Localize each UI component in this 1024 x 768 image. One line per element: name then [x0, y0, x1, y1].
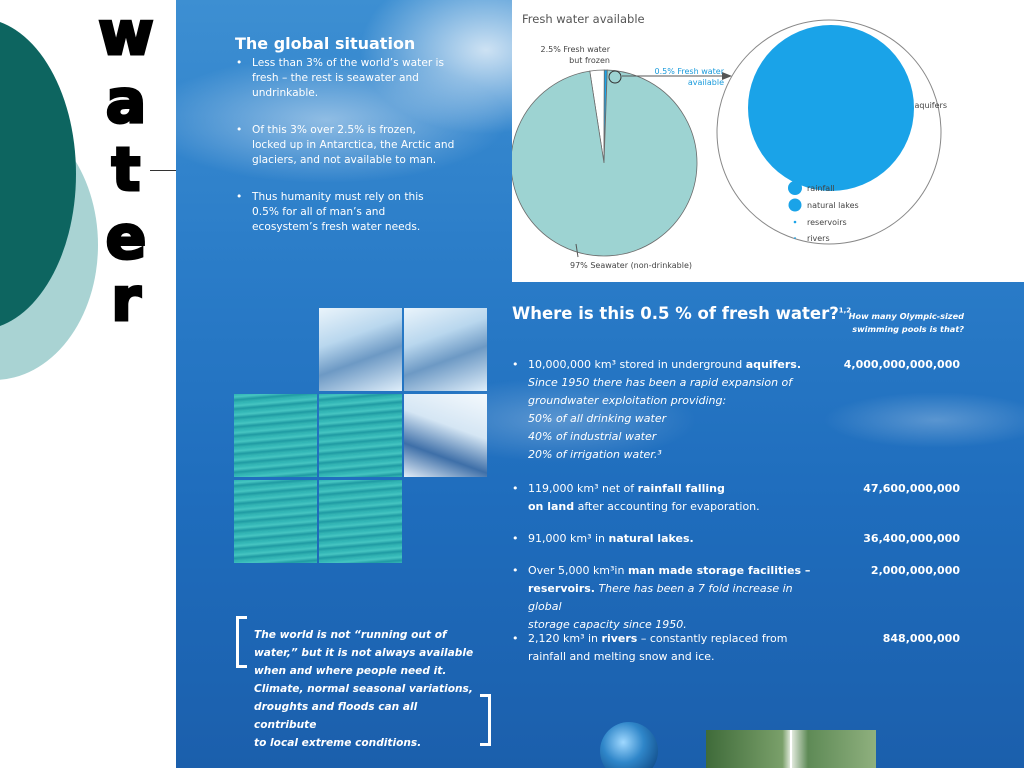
quote-line: when and where people need it.	[254, 665, 447, 677]
water-poster	[176, 0, 1024, 768]
where-item-segment: rivers	[601, 632, 638, 645]
pie-group	[512, 70, 697, 256]
where-item	[512, 562, 982, 631]
global-situation-title: The global situation	[235, 34, 416, 53]
where-item-segment: – constantly replaced from	[637, 632, 788, 645]
global-situation-bullet	[236, 123, 476, 168]
pool-count-value: 848,000,000	[882, 632, 960, 645]
quote-line: to local extreme conditions.	[254, 737, 422, 749]
legend-dot-natural-lakes	[789, 199, 802, 212]
where-item-segment: Over 5,000 km³in	[528, 564, 628, 577]
legend-label-rivers: rivers	[807, 234, 830, 243]
where-item	[512, 480, 982, 516]
side-title-letter-a: a	[105, 67, 147, 137]
where-item	[512, 356, 982, 464]
bullet-icon: •	[512, 632, 519, 645]
side-title-letter-r: r	[111, 265, 141, 335]
legend-dot-reservoirs	[794, 221, 797, 224]
bullet-line: ecosystem’s fresh water needs.	[252, 221, 421, 233]
where-item-text	[528, 562, 826, 634]
bullet-line: fresh – the rest is seawater and	[252, 72, 419, 84]
where-item-text	[528, 630, 826, 666]
photo-tile-glacier	[404, 394, 487, 477]
bullet-icon: •	[512, 532, 519, 545]
aquifers-label: aquifers	[914, 101, 947, 110]
photo-tile-ice	[319, 308, 402, 391]
where-item-segment: 91,000 km³ in	[528, 532, 609, 545]
pools-note	[826, 310, 964, 336]
where-title-text: Where is this 0.5 % of fresh water?	[512, 304, 839, 323]
side-title-letter-t: t	[111, 135, 141, 205]
water-drop-image	[600, 722, 658, 768]
quote-line: water,” but it is not always available	[254, 647, 474, 659]
quote-open-bracket	[236, 616, 247, 668]
bullet-line: glaciers, and not available to man.	[252, 154, 437, 166]
bullet-line: Of this 3% over 2.5% is frozen,	[252, 124, 416, 136]
photo-divider	[790, 730, 792, 768]
global-situation-list	[236, 56, 476, 257]
where-item-segment: on land	[528, 500, 575, 513]
where-item-segment: groundwater exploitation providing:	[528, 394, 727, 407]
where-item-segment: 20% of irrigation water.³	[528, 448, 662, 461]
global-situation-bullet	[236, 190, 476, 235]
legend-dot-rivers	[794, 237, 796, 239]
where-item-text	[528, 480, 826, 516]
quote-line: The world is not “running out of	[254, 629, 447, 641]
side-title-letter-w: w	[98, 0, 154, 69]
legend-label-reservoirs: reservoirs	[807, 218, 847, 227]
where-item-segment: natural lakes.	[608, 532, 694, 545]
quote-close-bracket	[480, 694, 491, 746]
bullet-line: 0.5% for all of man’s and	[252, 206, 386, 218]
side-title-letter-e: e	[105, 203, 147, 273]
where-title-footnote: 1,2	[838, 306, 852, 315]
quote-text	[254, 626, 482, 752]
pools-note-line: swimming pools is that?	[852, 324, 964, 334]
bullet-line: Less than 3% of the world’s water is	[252, 57, 445, 69]
where-item-segment: Since 1950 there has been a rapid expansion of	[528, 376, 793, 389]
photo-collage	[234, 308, 494, 566]
legend-label-rainfall: rainfall	[807, 184, 835, 193]
bullet-line: Thus humanity must rely on this	[252, 191, 424, 203]
quote-line: droughts and floods can all contribute	[254, 701, 418, 731]
where-item-segment: storage capacity since 1950.	[528, 618, 687, 631]
bullet-icon: •	[512, 564, 519, 577]
bullet-line: locked up in Antarctica, the Arctic and	[252, 139, 455, 151]
frozen-label-line2: but frozen	[569, 56, 610, 65]
seawater-label: 97% Seawater (non-drinkable)	[570, 261, 693, 270]
legend-label-natural-lakes: natural lakes	[807, 201, 859, 210]
where-item-text	[528, 356, 826, 464]
bullet-line: undrinkable.	[252, 87, 319, 99]
fresh-water-chart-svg	[512, 0, 1024, 282]
fresh-water-chart	[512, 0, 1024, 282]
where-item-segment: 2,120 km³ in	[528, 632, 602, 645]
available-label-line1: 0.5% Fresh water	[654, 67, 724, 76]
where-item	[512, 630, 982, 666]
bullet-icon: •	[512, 482, 519, 495]
pool-count-value: 2,000,000,000	[870, 564, 960, 577]
where-item-segment: aquifers.	[745, 358, 802, 371]
pool-count-value: 47,600,000,000	[863, 482, 960, 495]
where-item-segment: rainfall falling	[637, 482, 725, 495]
bullet-icon: •	[512, 358, 519, 371]
photo-tile-sea	[319, 480, 402, 563]
where-item-segment: 50% of all drinking water	[528, 412, 667, 425]
pool-count-value: 4,000,000,000,000	[843, 358, 960, 371]
photo-tile-sea	[234, 394, 317, 477]
global-situation-bullet	[236, 56, 476, 101]
pools-note-line: How many Olympic-sized	[848, 311, 964, 321]
where-item-segment: 40% of industrial water	[528, 430, 657, 443]
legend-dot-rainfall	[788, 181, 802, 195]
photo-tile-sea	[319, 394, 402, 477]
where-item-segment: man made storage facilities –	[627, 564, 811, 577]
photo-tile-ice	[404, 308, 487, 391]
where-item-segment: 10,000,000 km³ stored in underground	[528, 358, 746, 371]
aquifers-bubble	[748, 25, 914, 191]
where-item-segment: reservoirs.	[528, 582, 595, 595]
where-item-segment: There has been a 7 fold increase in global	[528, 582, 793, 613]
chart-title: Fresh water available	[522, 12, 645, 26]
pool-count-value: 36,400,000,000	[863, 532, 960, 545]
where-item-segment: rainfall and melting snow and ice.	[528, 650, 715, 663]
decorative-line	[150, 170, 178, 171]
quote-line: Climate, normal seasonal variations,	[254, 683, 473, 695]
where-title	[512, 304, 851, 323]
available-label-line2: available	[687, 78, 724, 87]
photo-tile-sea	[234, 480, 317, 563]
frozen-label-line1: 2.5% Fresh water	[540, 45, 610, 54]
where-item-text	[528, 530, 826, 548]
where-item-segment: 119,000 km³ net of	[528, 482, 638, 495]
where-item	[512, 530, 982, 548]
where-item-segment: after accounting for evaporation.	[574, 500, 760, 513]
